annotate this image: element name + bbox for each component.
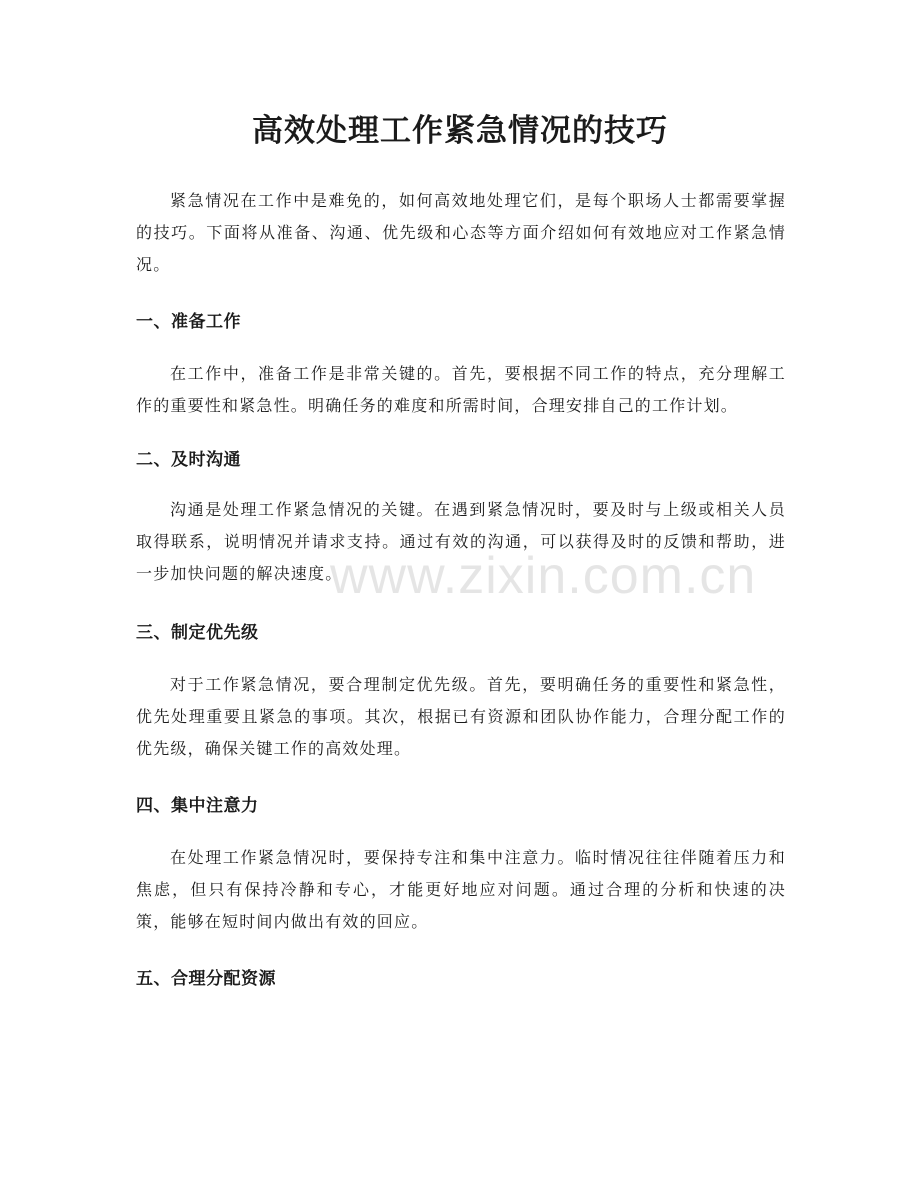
section-heading-2: 二、及时沟通 [136, 450, 241, 470]
section-heading-1: 一、准备工作 [136, 312, 241, 332]
page-title: 高效处理工作紧急情况的技巧 [252, 113, 668, 149]
section-body-4: 在处理工作紧急情况时，要保持专注和集中注意力。临时情况往往伴随着压力和焦虑，但只有保持冷静和专心，才能更好地应对问题。通过合理的分析和快速的决策，能够在短时间内做出有效的回应。 [136, 848, 786, 931]
section-body-2: 沟通是处理工作紧急情况的关键。在遇到紧急情况时，要及时与上级或相关人员取得联系，说明情况并请求支持。通过有效的沟通，可以获得及时的反馈和帮助，进一步加快问题的解决速度。 [136, 500, 786, 583]
section-heading-4: 四、集中注意力 [136, 796, 259, 816]
watermark: www.zixin.com.cn [330, 547, 757, 605]
section-body-3: 对于工作紧急情况，要合理制定优先级。首先，要明确任务的重要性和紧急性，优先处理重要且紧急的事项。其次，根据已有资源和团队协作能力，合理分配工作的优先级，确保关键工作的高效处理。 [136, 675, 786, 758]
intro-paragraph: 紧急情况在工作中是难免的，如何高效地处理它们，是每个职场人士都需要掌握的技巧。下面将从准备、沟通、优先级和心态等方面介绍如何有效地应对工作紧急情况。 [136, 191, 786, 274]
section-body-1: 在工作中，准备工作是非常关键的。首先，要根据不同工作的特点，充分理解工作的重要性和紧急性。明确任务的难度和所需时间，合理安排自己的工作计划。 [136, 364, 786, 415]
section-heading-3: 三、制定优先级 [136, 623, 259, 643]
section-heading-5: 五、合理分配资源 [136, 969, 276, 989]
